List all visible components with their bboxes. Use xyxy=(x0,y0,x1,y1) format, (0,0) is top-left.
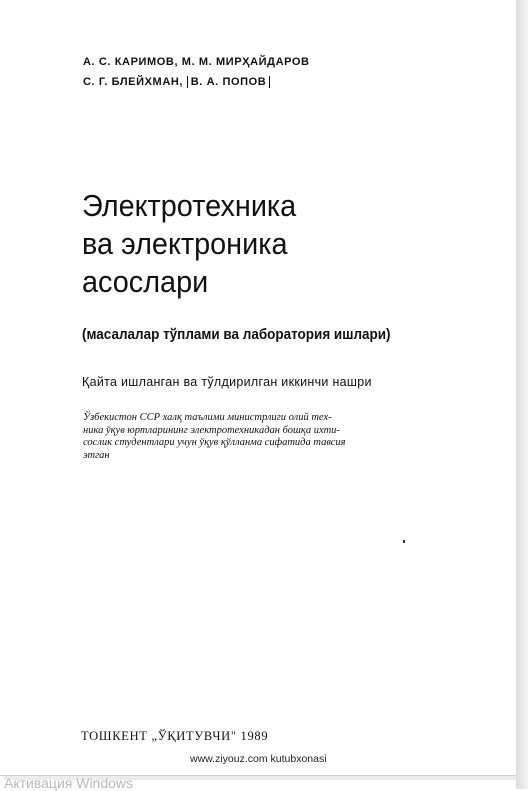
approval-line-4: этган xyxy=(83,449,110,461)
edition-note: Қайта ишланган ва тўлдирилган иккинчи нашри xyxy=(82,375,372,389)
author-name: С. Г. БЛЕЙХМАН, xyxy=(83,76,184,88)
title-line-2: ва электроника xyxy=(82,226,288,261)
site-watermark: www.ziyouz.com kutubxonasi xyxy=(190,753,327,765)
windows-activation-overlay: Активация Windows xyxy=(4,775,134,791)
authors-line-1: А. С. КАРИМОВ, М. М. МИРҲАЙДАРОВ xyxy=(83,56,310,68)
page-edge-shadow xyxy=(516,0,528,789)
approval-line-1: Ўзбекистон ССР халқ таълими министрлиги олий тех- xyxy=(83,412,332,423)
book-subtitle: (масалалар тўплами ва лаборатория ишлари) xyxy=(82,327,391,343)
author-boxed-name: В. А. ПОПОВ xyxy=(187,76,271,88)
approval-line-3: сослик студентлари учун ўқув қўлланма сифатида тавсия xyxy=(83,437,346,448)
title-line-3: асослари xyxy=(82,264,209,299)
book-title xyxy=(82,187,296,301)
authors-line-2 xyxy=(83,72,310,92)
authors-block xyxy=(83,52,310,92)
approval-note xyxy=(83,412,423,462)
scan-speck xyxy=(403,540,405,543)
title-line-1: Электротехника xyxy=(82,188,297,223)
publisher-line: ТОШКЕНТ „ЎҚИТУВЧИ" 1989 xyxy=(81,729,269,743)
approval-line-2: ника ўқув юртларининг электротехникадан бошқа ихти- xyxy=(83,424,340,436)
